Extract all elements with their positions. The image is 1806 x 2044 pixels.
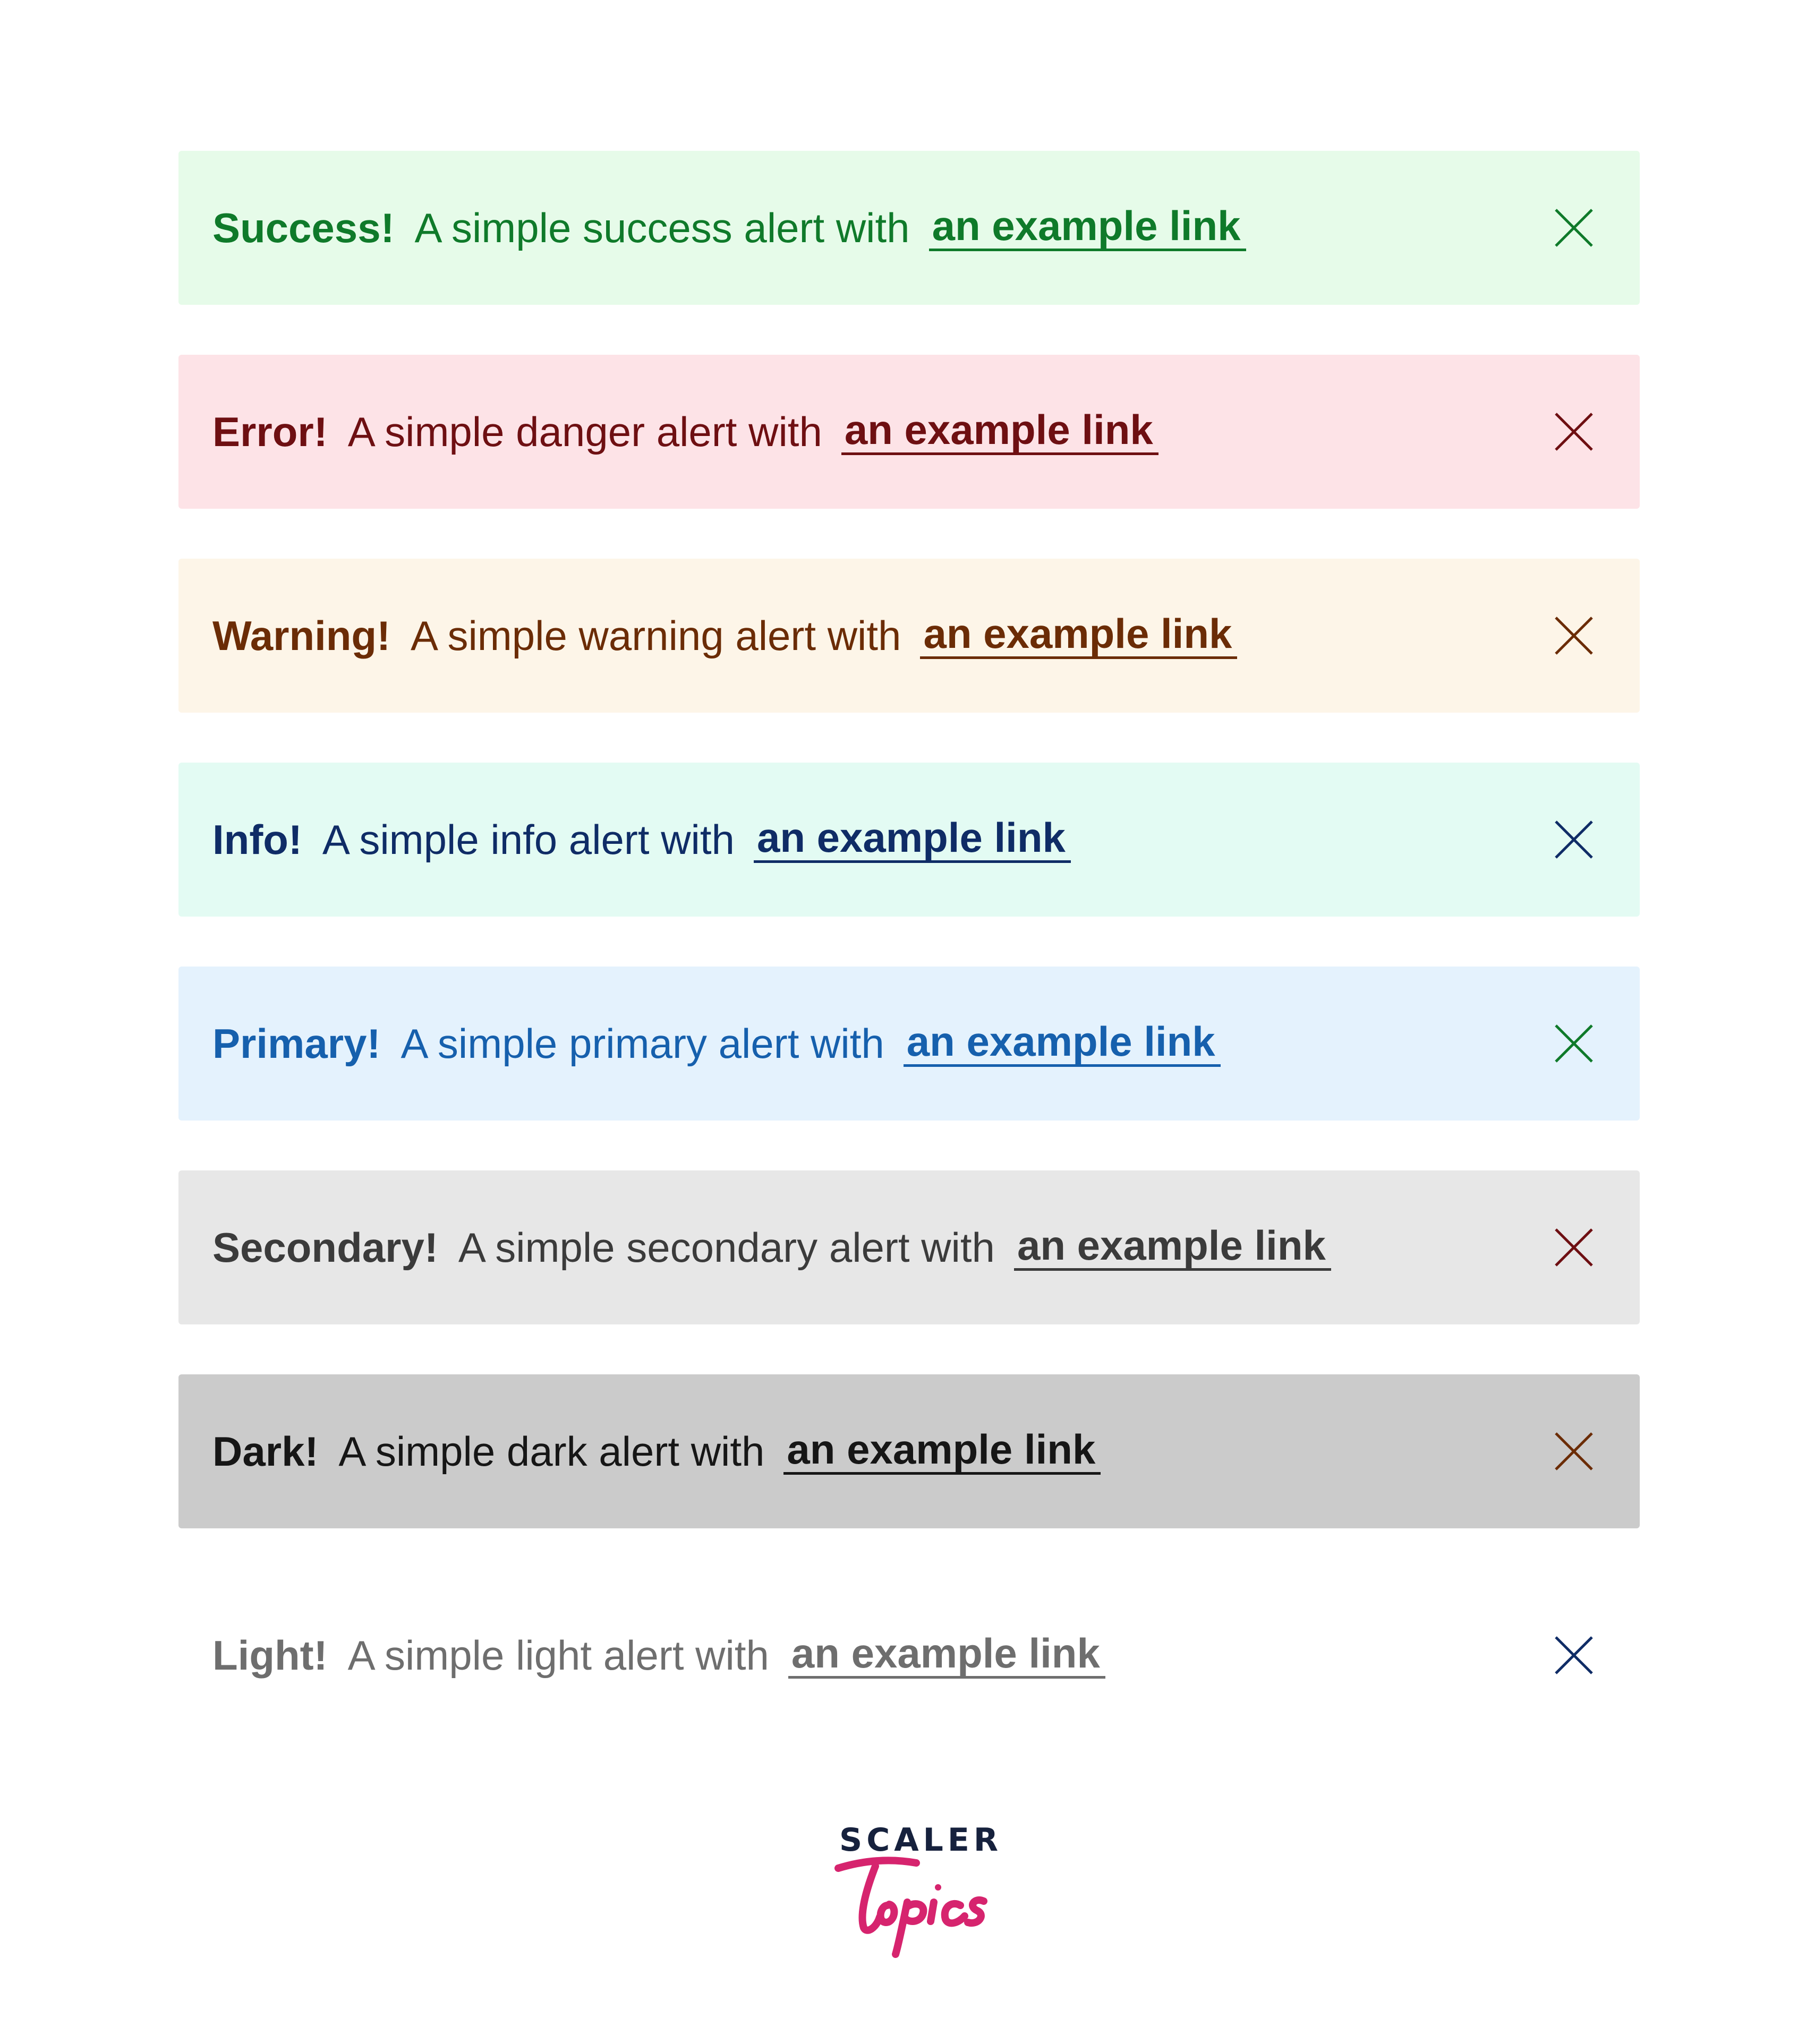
alert-message: A simple secondary alert with <box>458 1224 995 1271</box>
close-icon <box>1553 207 1595 249</box>
alert-link[interactable]: an example link <box>783 1429 1101 1475</box>
close-button[interactable] <box>1553 207 1595 249</box>
alert-message: A simple primary alert with <box>401 1020 884 1067</box>
alert-label: Primary! <box>212 1020 381 1067</box>
close-icon <box>1553 1430 1595 1473</box>
close-button[interactable] <box>1553 1430 1595 1473</box>
alert-link[interactable]: an example link <box>929 205 1246 251</box>
close-button[interactable] <box>1553 818 1595 861</box>
close-button[interactable] <box>1553 1634 1595 1677</box>
close-button[interactable] <box>1553 1022 1595 1065</box>
alert-info <box>178 763 1640 917</box>
alert-success <box>178 151 1640 305</box>
alert-link[interactable]: an example link <box>1014 1225 1331 1271</box>
alert-error <box>178 355 1640 509</box>
close-icon <box>1553 1634 1595 1677</box>
alert-primary <box>178 967 1640 1121</box>
topics-script-logo <box>829 1843 993 1960</box>
scaler-topics-logo <box>829 1821 1003 1960</box>
alert-message: A simple success alert with <box>414 204 910 251</box>
alert-dark <box>178 1374 1640 1528</box>
alert-label: Dark! <box>212 1428 319 1475</box>
alert-message: A simple info alert with <box>322 816 735 863</box>
alert-warning <box>178 559 1640 713</box>
alert-link[interactable]: an example link <box>904 1021 1221 1067</box>
close-button[interactable] <box>1553 410 1595 453</box>
alert-label: Info! <box>212 816 302 863</box>
alert-message: A simple warning alert with <box>411 612 901 659</box>
alert-link[interactable]: an example link <box>788 1632 1105 1679</box>
alert-link[interactable]: an example link <box>841 409 1158 455</box>
alert-label: Secondary! <box>212 1224 438 1271</box>
close-icon <box>1553 410 1595 453</box>
close-button[interactable] <box>1553 1226 1595 1269</box>
alert-message: A simple danger alert with <box>347 408 822 455</box>
alert-label: Success! <box>212 204 395 251</box>
alert-label: Light! <box>212 1632 328 1679</box>
alert-link[interactable]: an example link <box>920 613 1237 659</box>
alert-message: A simple dark alert with <box>338 1428 765 1475</box>
close-button[interactable] <box>1553 614 1595 657</box>
close-icon <box>1553 1022 1595 1065</box>
alert-link[interactable]: an example link <box>754 817 1071 863</box>
alert-label: Error! <box>212 408 328 455</box>
alert-message: A simple light alert with <box>347 1632 769 1679</box>
logo-wordmark: SCALER <box>839 1821 1003 1859</box>
close-icon <box>1553 1226 1595 1269</box>
close-icon <box>1553 818 1595 861</box>
alert-label: Warning! <box>212 612 391 659</box>
alert-secondary <box>178 1170 1640 1324</box>
alert-light <box>178 1578 1640 1732</box>
alerts-list <box>178 151 1640 1782</box>
close-icon <box>1553 614 1595 657</box>
